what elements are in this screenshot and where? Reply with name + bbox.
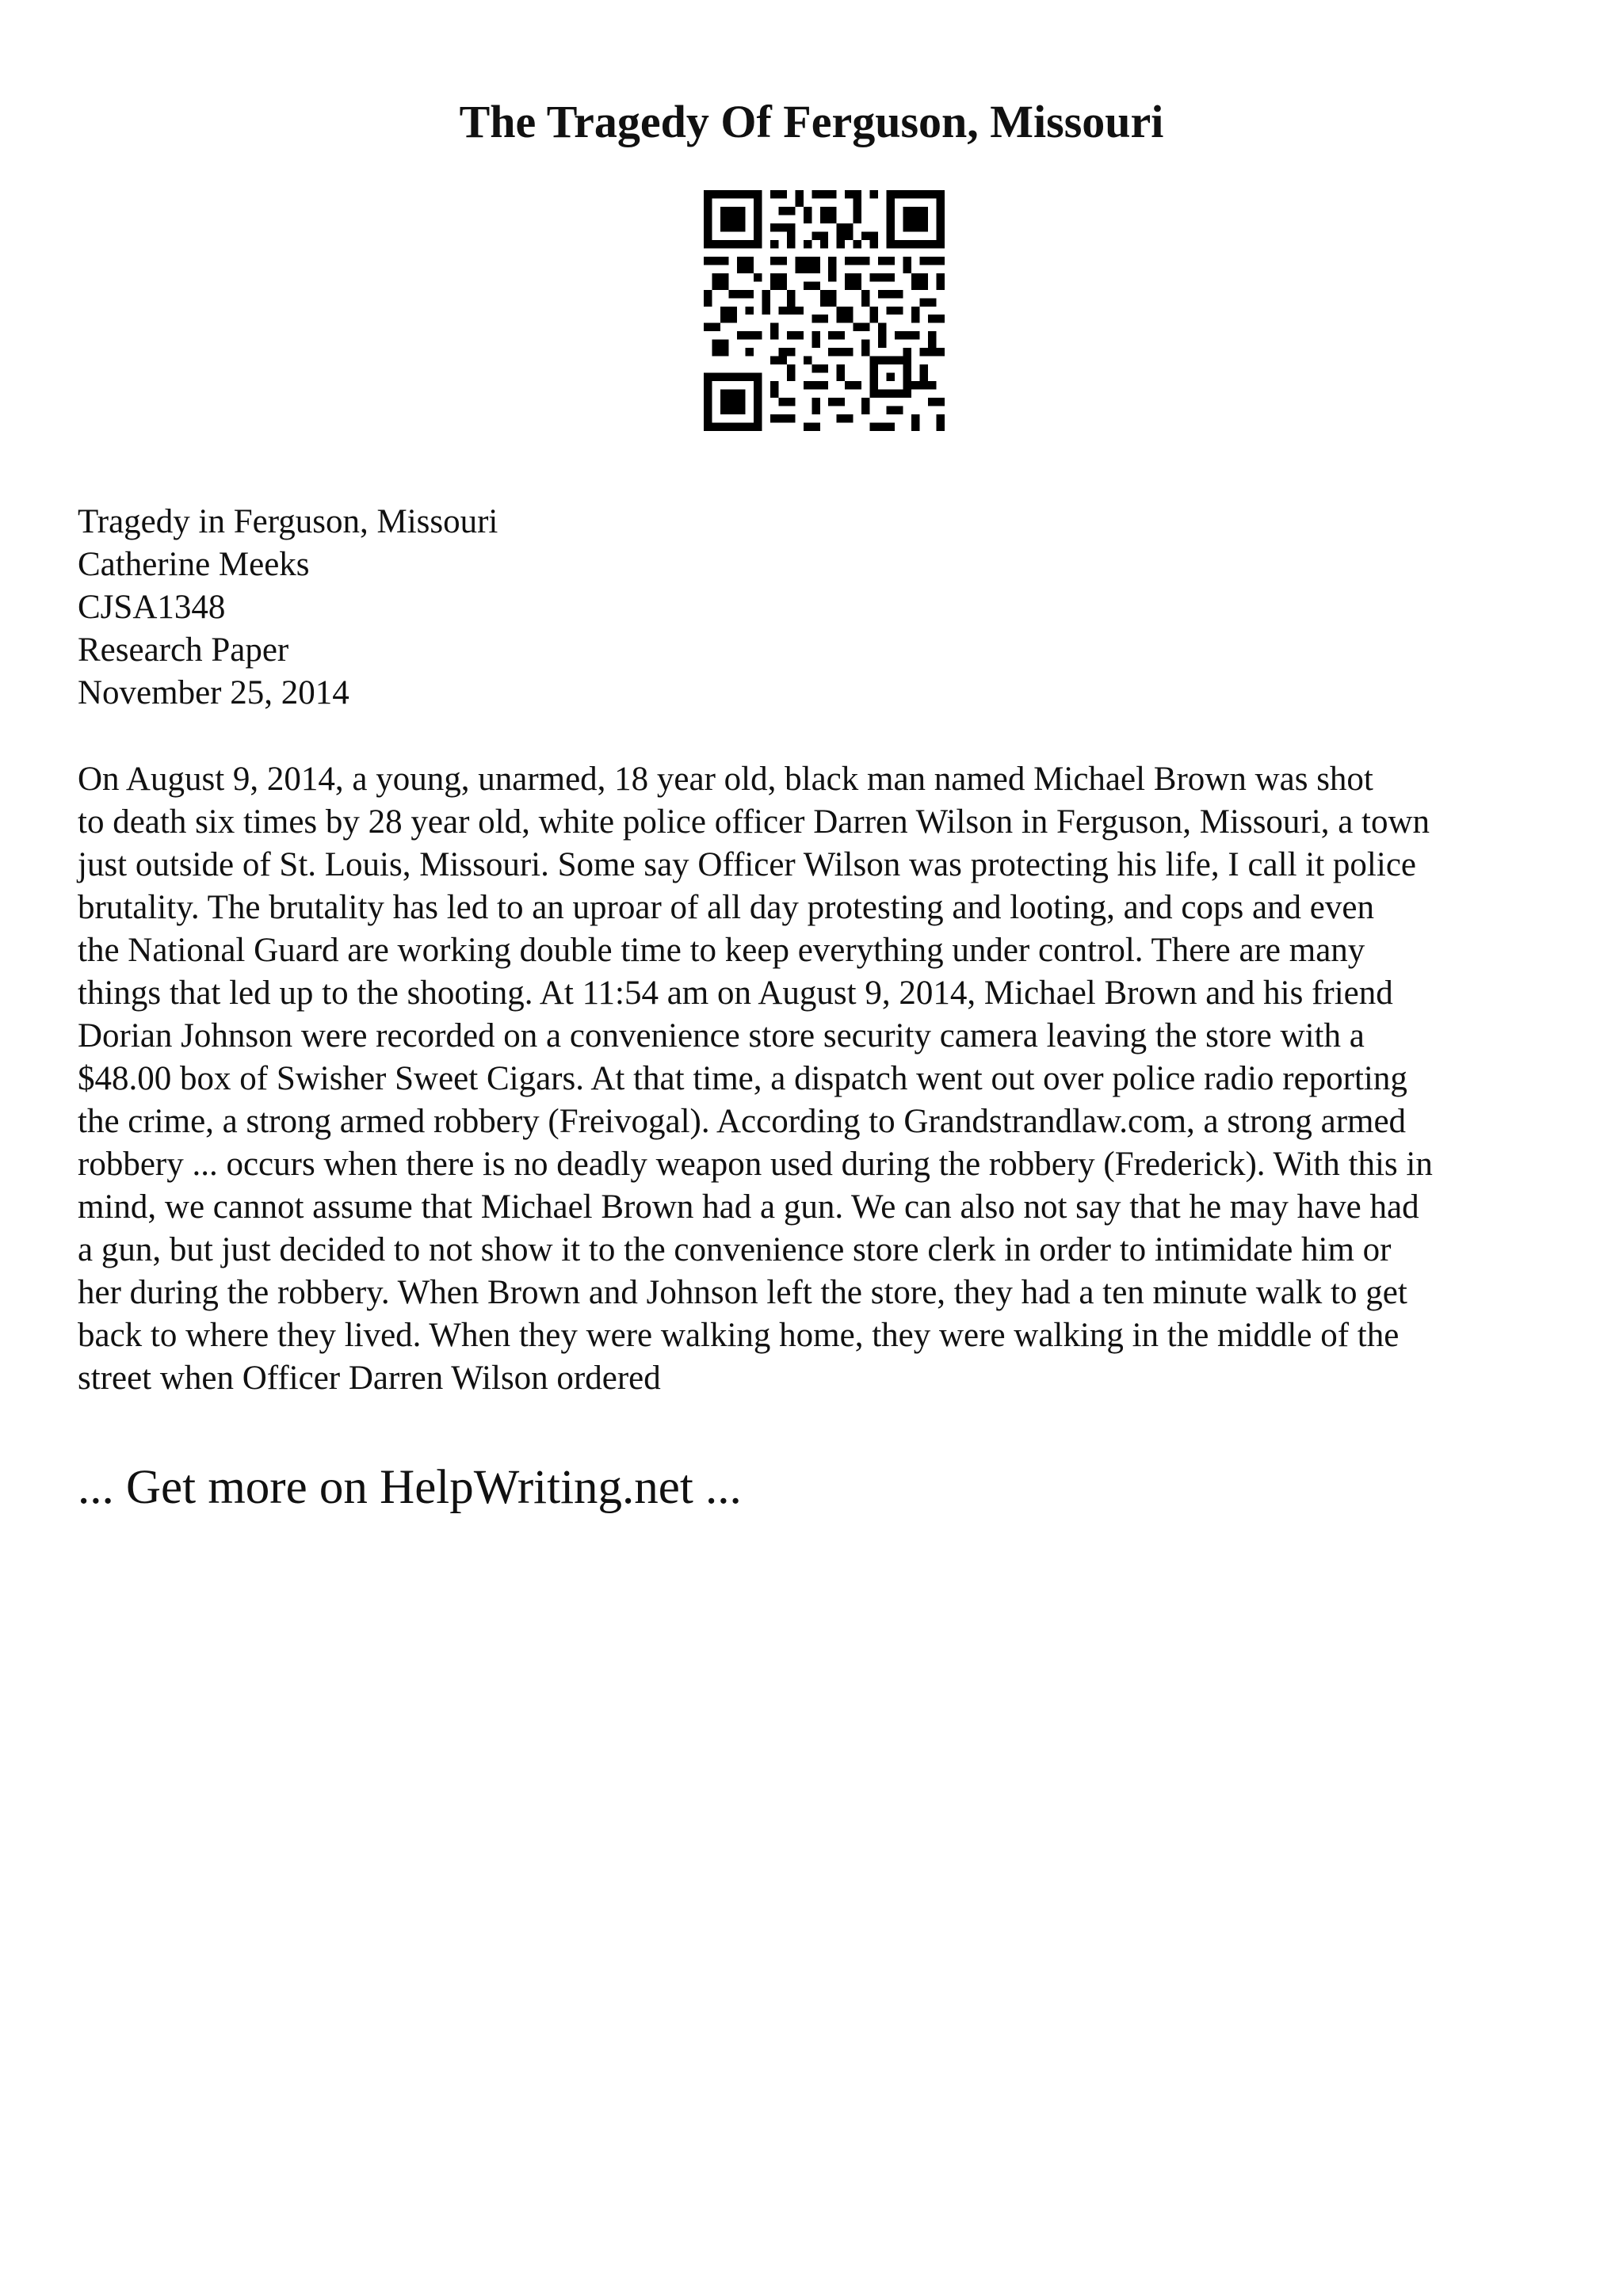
paper-title: Tragedy in Ferguson, Missouri: [78, 503, 498, 540]
body-line: just outside of St. Louis, Missouri. Some say Officer Wilson was protecting his life, I call it police: [78, 846, 1416, 883]
paper-date: November 25, 2014: [78, 674, 349, 711]
body-line: Dorian Johnson were recorded on a convenience store security camera leaving the store with a: [78, 1017, 1365, 1055]
body-line: to death six times by 28 year old, white police officer Darren Wilson in Ferguson, Missouri, a town: [78, 803, 1430, 841]
body-line: back to where they lived. When they were walking home, they were walking in the middle of the: [78, 1317, 1400, 1354]
author-name: Catherine Meeks: [78, 546, 310, 583]
document-header-info: [78, 501, 1544, 715]
body-line: On August 9, 2014, a young, unarmed, 18 year old, black man named Michael Brown was shot: [78, 761, 1373, 798]
body-line: mind, we cannot assume that Michael Brown had a gun. We can also not say that he may have had: [78, 1188, 1419, 1226]
body-line: the crime, a strong armed robbery (Freivogal). According to Grandstrandlaw.com, a strong armed: [78, 1103, 1407, 1140]
course-code: CJSA1348: [78, 589, 226, 626]
body-line: a gun, but just decided to not show it to the convenience store clerk in order to intimidate him or: [78, 1231, 1392, 1268]
paper-type: Research Paper: [78, 631, 289, 669]
qr-code-icon: [704, 190, 945, 431]
body-line: brutality. The brutality has led to an uproar of all day protesting and looting, and cops and even: [78, 889, 1374, 926]
body-line: things that led up to the shooting. At 11:54 am on August 9, 2014, Michael Brown and his friend: [78, 974, 1393, 1012]
body-line: the National Guard are working double time to keep everything under control. There are many: [78, 932, 1365, 969]
body-line: her during the robbery. When Brown and Johnson left the store, they had a ten minute walk to get: [78, 1274, 1407, 1311]
get-more-link[interactable]: ... Get more on HelpWriting.net ...: [78, 1461, 742, 1514]
body-line: $48.00 box of Swisher Sweet Cigars. At that time, a dispatch went out over police radio reporting: [78, 1060, 1407, 1097]
document-title: The Tragedy Of Ferguson, Missouri: [459, 96, 1164, 147]
body-line: robbery ... occurs when there is no deadly weapon used during the robbery (Frederick). With this in: [78, 1146, 1433, 1183]
body-line: street when Officer Darren Wilson ordered: [78, 1360, 661, 1397]
body-paragraph: [78, 758, 1552, 1400]
